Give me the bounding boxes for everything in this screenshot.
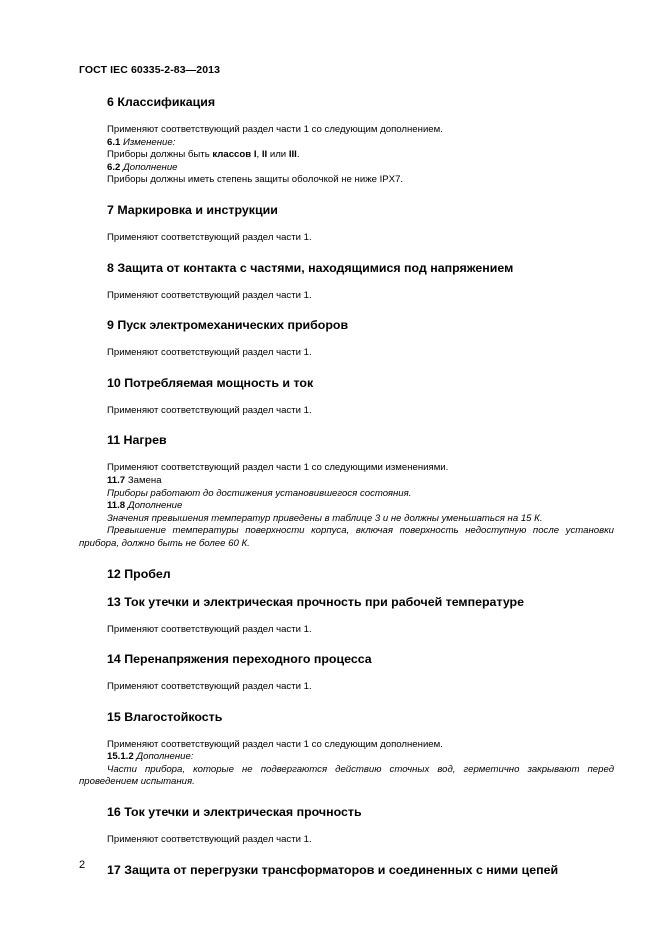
- section-heading: 8 Защита от контакта с частями, находящимися под напряжением: [107, 260, 514, 275]
- section-12: [79, 566, 614, 594]
- paragraph: Применяют соответствующий раздел части 1 со следующим дополнением.: [107, 738, 443, 750]
- section-7: [79, 202, 614, 260]
- page-number: 2: [79, 859, 86, 871]
- clause-number: 15.1.2: [107, 751, 134, 763]
- paragraph: Приборы должны иметь степень защиты оболочкой не ниже IPX7.: [107, 174, 404, 186]
- section-heading: 15 Влагостойкость: [107, 709, 223, 724]
- section-15: [79, 709, 614, 804]
- paragraph: Применяют соответствующий раздел части 1 со следующим дополнением.: [107, 124, 443, 135]
- paragraph: Применяют соответствующий раздел части 1 со следующими изменениями.: [107, 462, 449, 474]
- paragraph-text: Части прибора, которые не подвергаются действию сточных вод, герметично закрывают перед проведением испытания.: [79, 763, 614, 788]
- section-heading: 10 Потребляемая мощность и ток: [107, 375, 314, 390]
- section-9: [79, 317, 614, 375]
- section-10: [79, 375, 614, 433]
- paragraph: Применяют соответствующий раздел части 1.: [107, 231, 312, 243]
- clause-number: 11.7: [107, 474, 126, 486]
- paragraph: Применяют соответствующий раздел части 1.: [107, 347, 312, 359]
- section-8: [79, 260, 614, 318]
- section-14: [79, 651, 614, 709]
- section-heading: 12 Пробел: [107, 566, 171, 581]
- text-run: .: [296, 149, 300, 161]
- clause-note: Изменение:: [123, 136, 176, 148]
- text-run: ,: [256, 149, 262, 161]
- paragraph: Применяют соответствующий раздел части 1.: [107, 681, 312, 693]
- section-heading: 7 Маркировка и инструкции: [107, 202, 278, 217]
- clause-note: Замена: [127, 474, 162, 486]
- text-run-bold: II: [261, 149, 268, 161]
- document-body: [79, 94, 614, 878]
- section-heading: 16 Ток утечки и электрическая прочность: [107, 805, 362, 820]
- paragraph: Значения превышения температур приведены в таблице 3 и не должны уменьшаться на 15 К.: [107, 512, 543, 524]
- paragraph: Применяют соответствующий раздел части 1.: [107, 834, 312, 846]
- clause-note: Дополнение: [127, 500, 183, 512]
- section-heading: 11 Нагрев: [107, 433, 167, 448]
- section-heading: 6 Классификация: [107, 95, 216, 109]
- clause-line: [107, 500, 614, 513]
- paragraph-text: Превышение температуры поверхности корпуса, включая поверхность недоступную после установки прибора, должно быть не более 60 К.: [79, 525, 614, 549]
- section-heading: 13 Ток утечки и электрическая прочность при рабочей температуре: [107, 594, 525, 609]
- section-11: [79, 432, 614, 565]
- paragraph-justified: [79, 764, 614, 789]
- paragraph: Приборы работают до достижения установившегося состояния.: [107, 487, 412, 499]
- clause-line: [107, 751, 614, 764]
- text-run: Приборы должны быть: [107, 149, 213, 161]
- paragraph: Применяют соответствующий раздел части 1.: [107, 623, 312, 635]
- clause-line: [107, 137, 614, 150]
- text-run-bold: III: [288, 149, 297, 161]
- clause-line: [107, 162, 614, 175]
- document-header: ГОСТ IEC 60335-2-83—2013: [79, 64, 221, 76]
- section-heading: 14 Перенапряжения переходного процесса: [107, 652, 372, 667]
- section-16: [79, 804, 614, 862]
- clause-number: 6.1: [107, 136, 121, 148]
- paragraph-justified: [79, 525, 614, 550]
- clause-number: 11.8: [107, 500, 126, 512]
- clause-number: 6.2: [107, 161, 121, 173]
- section-13: [79, 594, 614, 652]
- paragraph: [107, 149, 614, 162]
- clause-line: [107, 475, 614, 488]
- clause-note: Дополнение: [123, 161, 178, 173]
- text-run-bold: классов I: [212, 149, 257, 161]
- section-17: [79, 862, 614, 878]
- clause-note: Дополнение:: [136, 751, 194, 763]
- text-run: или: [267, 149, 289, 161]
- paragraph: Применяют соответствующий раздел части 1.: [107, 404, 312, 416]
- section-heading: 9 Пуск электромеханических приборов: [107, 318, 349, 333]
- section-heading: 17 Защита от перегрузки трансформаторов и соединенных с ними цепей: [107, 862, 559, 877]
- section-6: [79, 94, 614, 202]
- paragraph: Применяют соответствующий раздел части 1.: [107, 289, 312, 301]
